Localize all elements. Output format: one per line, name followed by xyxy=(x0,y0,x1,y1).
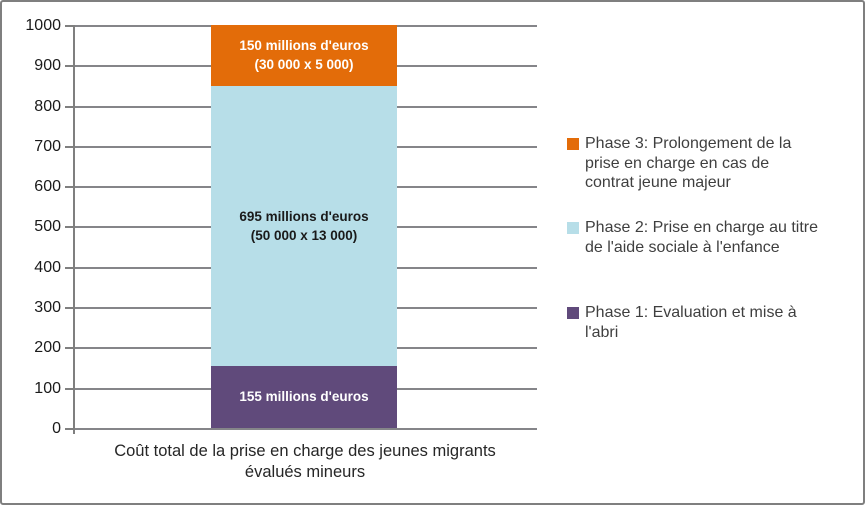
y-tick-mark xyxy=(65,307,73,309)
y-axis-line xyxy=(73,25,75,434)
legend-text-line: Phase 2: Prise en charge au titre xyxy=(585,219,819,236)
legend-label-phase2 xyxy=(585,218,818,257)
y-tick-label: 300 xyxy=(34,299,61,316)
y-tick-label: 600 xyxy=(34,178,61,195)
segment-label: (30 000 x 5 000) xyxy=(254,57,354,73)
legend-text-line: Phase 1: Evaluation et mise à xyxy=(585,304,797,321)
segment-label: 155 millions d'euros xyxy=(239,389,369,405)
y-tick-label: 200 xyxy=(34,339,61,356)
bar-segment-phase2 xyxy=(211,86,397,366)
legend-marker-phase2 xyxy=(567,222,579,234)
segment-label: (50 000 x 13 000) xyxy=(250,227,358,243)
segment-label: 695 millions d'euros xyxy=(239,208,369,224)
x-label-line-1: Coût total de la prise en charge des jeunes migrants xyxy=(114,442,496,460)
y-tick-label: 0 xyxy=(52,420,61,437)
x-label-line-2: évalués mineurs xyxy=(244,463,366,481)
legend-marker-phase3 xyxy=(567,138,579,150)
y-tick-mark xyxy=(65,106,73,108)
segment-label: 150 millions d'euros xyxy=(239,38,369,54)
y-tick-mark xyxy=(65,146,73,148)
y-tick-mark xyxy=(65,65,73,67)
x-axis-category-label xyxy=(73,441,537,483)
y-tick-mark xyxy=(65,226,73,228)
legend-label-phase1 xyxy=(585,303,797,342)
legend-label-phase3 xyxy=(585,134,791,193)
y-tick-mark xyxy=(65,267,73,269)
y-tick-label: 900 xyxy=(34,57,61,74)
legend-text-line: contrat jeune majeur xyxy=(585,174,731,191)
legend-item-phase1 xyxy=(567,303,859,342)
legend-text-line: Phase 3: Prolongement de la xyxy=(585,135,792,152)
bar-segment-phase1 xyxy=(211,366,397,429)
y-tick-label: 400 xyxy=(34,259,61,276)
bar-segment-phase3 xyxy=(211,25,397,86)
legend-item-phase3 xyxy=(567,134,859,193)
legend-text-line: prise en charge en cas de xyxy=(585,154,770,172)
y-tick-label: 800 xyxy=(34,98,61,115)
legend-text-line: de l'aide sociale à l'enfance xyxy=(585,238,780,256)
y-tick-mark xyxy=(65,347,73,349)
y-tick-label: 700 xyxy=(34,138,61,155)
y-tick-label: 1000 xyxy=(25,17,61,34)
legend-text-line: l'abri xyxy=(585,323,619,341)
y-tick-label: 500 xyxy=(34,218,61,235)
y-tick-mark xyxy=(65,428,73,430)
y-tick-mark xyxy=(65,186,73,188)
y-tick-label: 100 xyxy=(34,380,61,397)
y-tick-mark xyxy=(65,388,73,390)
legend-item-phase2 xyxy=(567,218,859,257)
y-tick-mark xyxy=(65,25,73,27)
legend-marker-phase1 xyxy=(567,307,579,319)
x-axis-line xyxy=(73,428,537,430)
